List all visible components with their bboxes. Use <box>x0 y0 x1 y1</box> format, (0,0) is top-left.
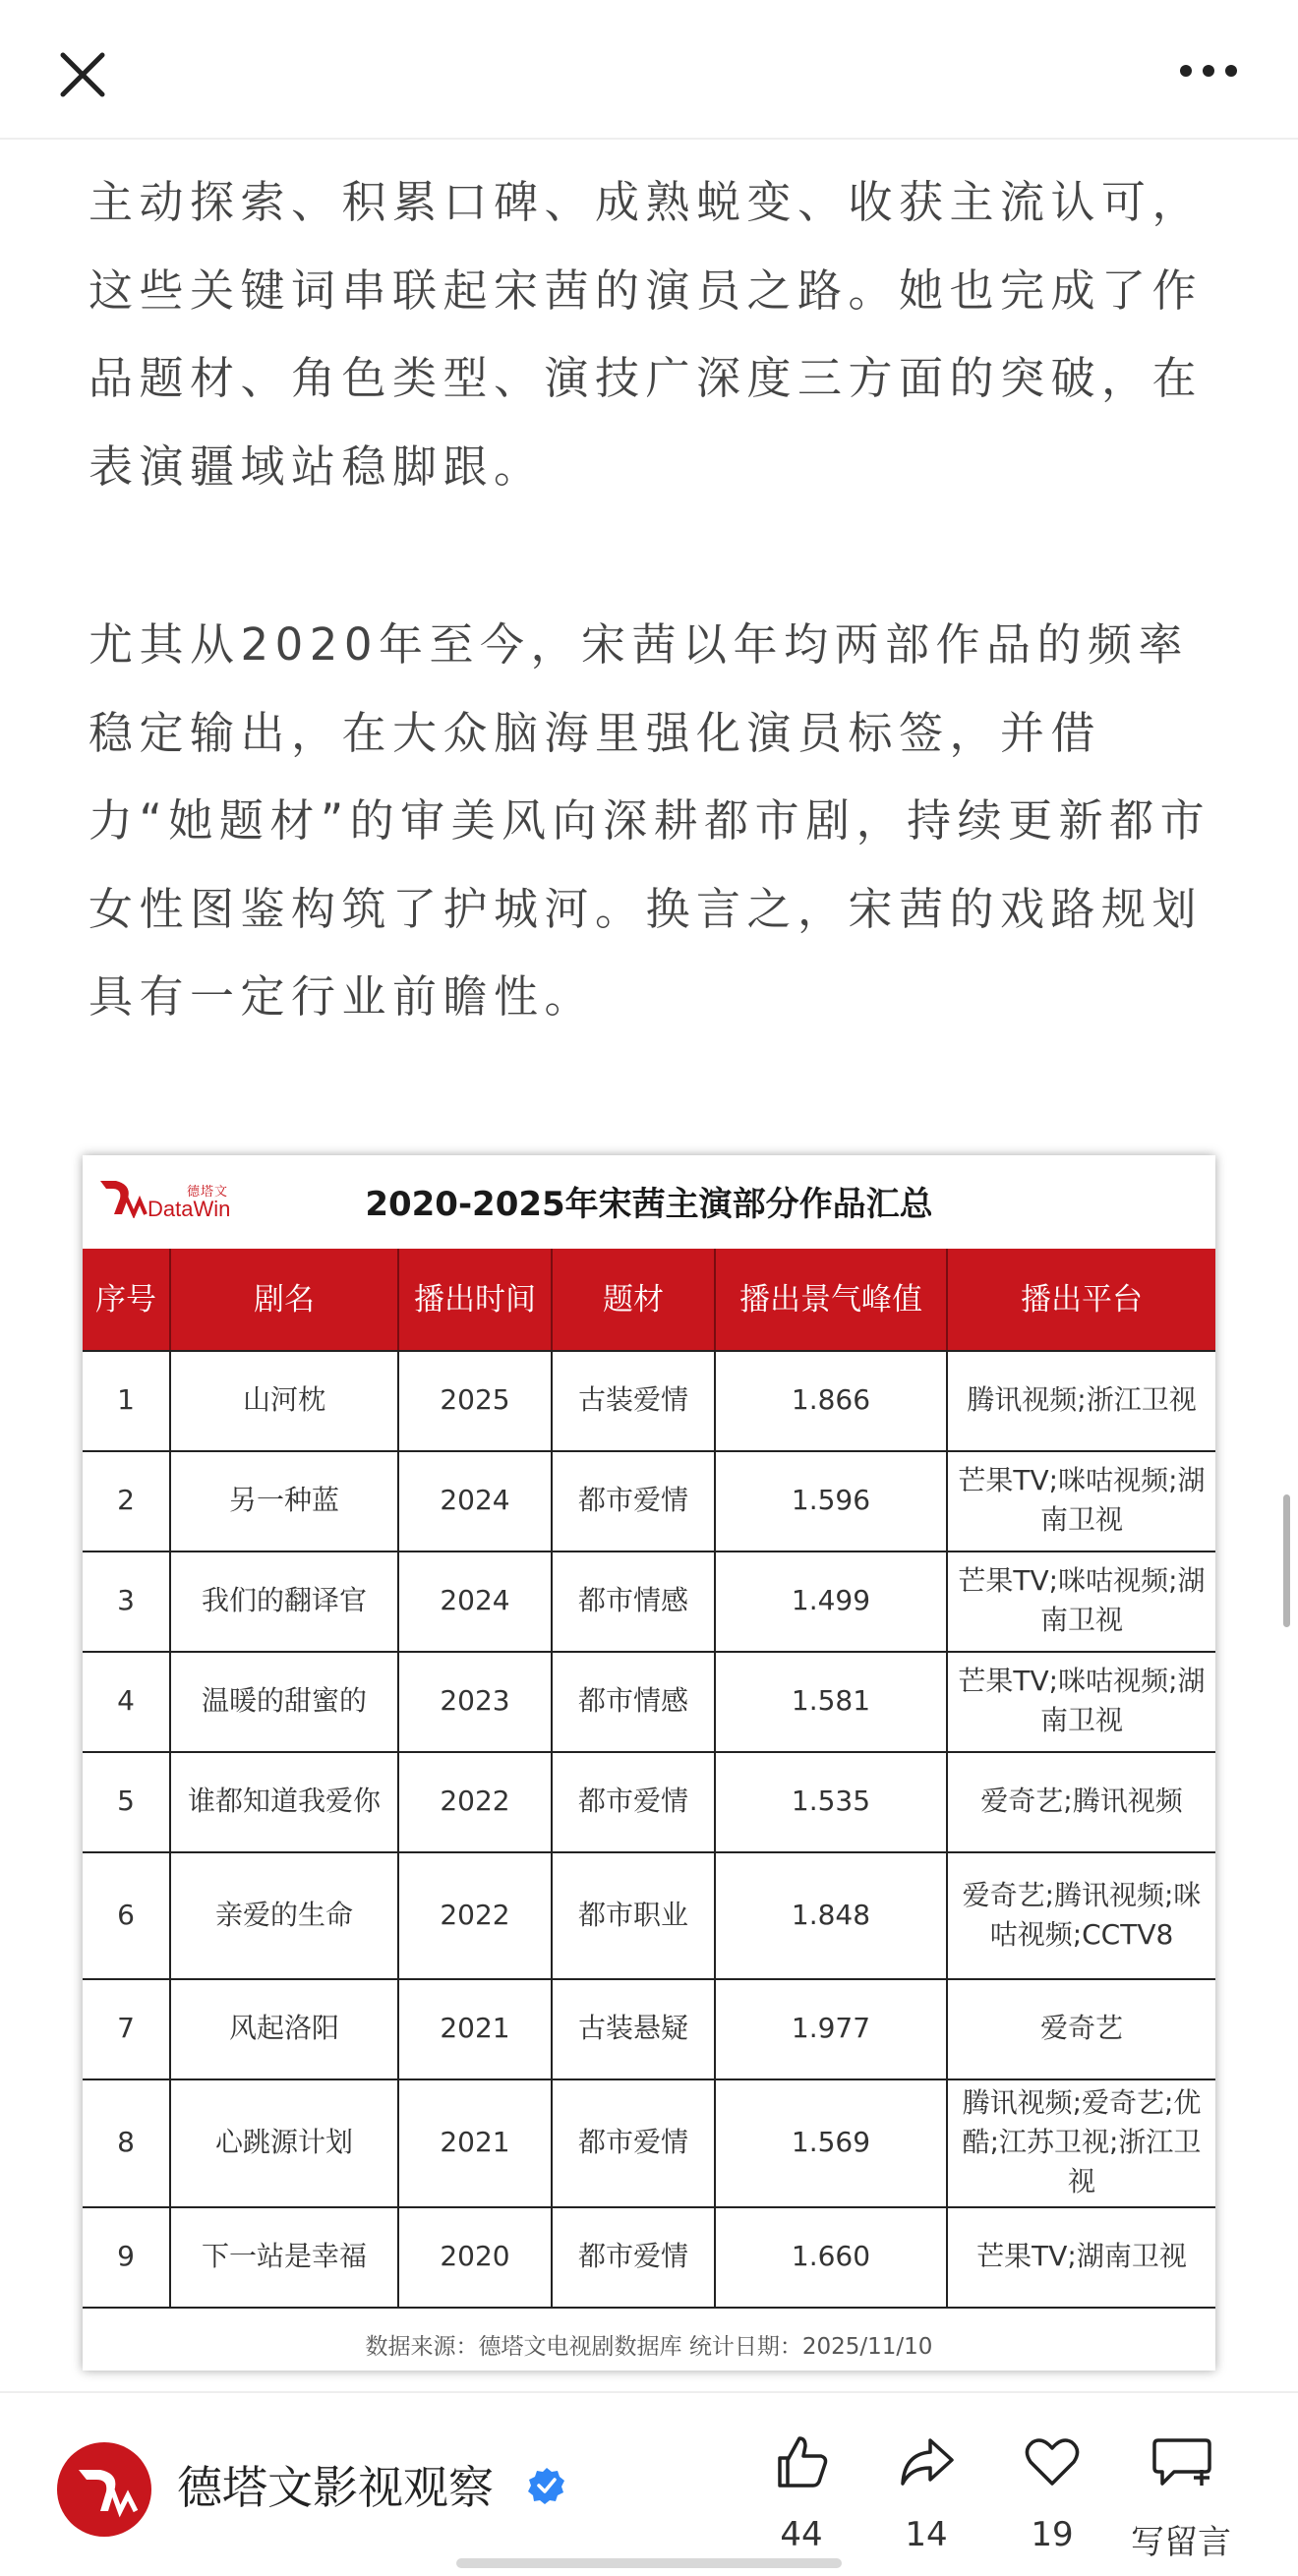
table-cell: 都市爱情 <box>553 1751 716 1851</box>
account-avatar[interactable] <box>57 2442 151 2537</box>
header-cell: 播出时间 <box>399 1249 553 1350</box>
favorite-count: 19 <box>1031 2515 1074 2554</box>
table-cell: 1 <box>83 1350 171 1450</box>
table-row <box>83 1350 1215 1452</box>
header-cell: 播出景气峰值 <box>716 1249 948 1350</box>
table-cell: 古装悬疑 <box>553 1978 716 2078</box>
table-cell: 2020 <box>399 2206 553 2307</box>
table-cell: 1.499 <box>716 1551 948 1651</box>
table-cell: 1.866 <box>716 1350 948 1450</box>
table-row <box>83 2206 1215 2309</box>
table-cell: 8 <box>83 2078 171 2206</box>
table-cell: 都市情感 <box>553 1551 716 1651</box>
table-cell: 我们的翻译官 <box>171 1551 399 1651</box>
table-row <box>83 1978 1215 2080</box>
table-row <box>83 1551 1215 1653</box>
table-cell: 腾讯视频;爱奇艺;优酷;江苏卫视;浙江卫视 <box>962 2086 1202 2197</box>
table-cell: 2 <box>83 1450 171 1551</box>
table-cell: 谁都知道我爱你 <box>171 1751 399 1851</box>
table-header-row <box>83 1249 1215 1352</box>
table-cell: 都市职业 <box>553 1851 716 1978</box>
home-indicator <box>456 2558 842 2568</box>
table-title: 2020-2025年宋茜主演部分作品汇总 <box>365 1185 933 1224</box>
table-cell: 1.660 <box>716 2206 948 2307</box>
table-cell: 2025 <box>399 1350 553 1450</box>
table-cell: 2022 <box>399 1851 553 1978</box>
comment-label: 写留言 <box>1131 2523 1231 2562</box>
logo-cn-text: 德塔文 <box>187 1185 229 1200</box>
table-cell: 下一站是幸福 <box>171 2206 399 2307</box>
table-cell: 都市爱情 <box>553 1450 716 1551</box>
table-cell: 芒果TV;咪咕视频;湖南卫视 <box>958 1665 1206 1736</box>
comment-icon <box>1150 2432 1213 2491</box>
table-cell: 9 <box>83 2206 171 2307</box>
table-cell: 3 <box>83 1551 171 1651</box>
table-cell: 6 <box>83 1851 171 1978</box>
like-button[interactable] <box>742 2432 860 2560</box>
bottom-bar <box>0 2391 1298 2576</box>
like-count: 44 <box>780 2515 823 2554</box>
more-button[interactable] <box>1174 51 1243 90</box>
table-row <box>83 1851 1215 1980</box>
table-cell: 心跳源计划 <box>171 2078 399 2206</box>
close-button[interactable] <box>51 43 114 106</box>
table-cell: 1.535 <box>716 1751 948 1851</box>
table-cell: 1.569 <box>716 2078 948 2206</box>
table-cell: 2024 <box>399 1450 553 1551</box>
article-paragraph: 主动探索、积累口碑、成熟蜕变、收获主流认可，这些关键词串联起宋茜的演员之路。她也完成了作品题材、角色类型、演技广深度三方面的突破，在表演疆域站稳脚跟。 <box>88 176 1204 493</box>
table-cell: 另一种蓝 <box>171 1450 399 1551</box>
table-cell: 腾讯视频;浙江卫视 <box>967 1383 1197 1416</box>
comment-button[interactable] <box>1121 2432 1239 2560</box>
table-cell: 都市爱情 <box>553 2206 716 2307</box>
table-cell: 4 <box>83 1651 171 1751</box>
table-cell: 爱奇艺;腾讯视频 <box>980 1785 1183 1817</box>
close-icon <box>51 43 114 106</box>
more-icon <box>1174 51 1243 90</box>
table-row <box>83 2078 1215 2208</box>
table-row <box>83 1450 1215 1552</box>
logo-en-text: DataWin <box>148 1197 231 1221</box>
datawin-logo-icon <box>57 2442 151 2537</box>
table-cell: 芒果TV;湖南卫视 <box>976 2240 1187 2272</box>
table-cell: 2021 <box>399 2078 553 2206</box>
table-cell: 1.596 <box>716 1450 948 1551</box>
table-cell: 都市爱情 <box>553 2078 716 2206</box>
share-icon <box>897 2432 956 2491</box>
table-cell: 5 <box>83 1751 171 1851</box>
verified-badge-icon <box>527 2466 566 2505</box>
thumbs-up-icon <box>772 2432 831 2491</box>
table-cell: 亲爱的生命 <box>171 1851 399 1978</box>
table-cell: 7 <box>83 1978 171 2078</box>
table-cell: 温暖的甜蜜的 <box>171 1651 399 1751</box>
header-cell: 题材 <box>553 1249 716 1350</box>
share-count: 14 <box>905 2515 948 2554</box>
header-cell: 序号 <box>83 1249 171 1350</box>
table-cell: 芒果TV;咪咕视频;湖南卫视 <box>958 1564 1206 1636</box>
table-cell: 2022 <box>399 1751 553 1851</box>
table-row <box>83 1751 1215 1853</box>
table-cell: 2021 <box>399 1978 553 2078</box>
favorite-button[interactable] <box>993 2432 1111 2560</box>
account-name[interactable]: 德塔文影视观察 <box>177 2461 494 2514</box>
scrollbar-thumb[interactable] <box>1283 1494 1290 1627</box>
table-cell: 2024 <box>399 1551 553 1651</box>
table-cell: 芒果TV;咪咕视频;湖南卫视 <box>958 1464 1206 1536</box>
heart-icon <box>1023 2432 1082 2491</box>
table-cell: 爱奇艺;腾讯视频;咪咕视频;CCTV8 <box>962 1878 1202 1951</box>
table-cell: 2023 <box>399 1651 553 1751</box>
table-cell: 风起洛阳 <box>171 1978 399 2078</box>
table-cell: 都市情感 <box>553 1651 716 1751</box>
share-button[interactable] <box>867 2432 985 2560</box>
table-source-note: 数据来源：德塔文电视剧数据库 统计日期：2025/11/10 <box>365 2334 933 2360</box>
works-table-image[interactable] <box>83 1155 1215 2371</box>
table-row <box>83 1651 1215 1753</box>
table-cell: 1.848 <box>716 1851 948 1978</box>
header-cell: 剧名 <box>171 1249 399 1350</box>
article-paragraph: 尤其从2020年至今，宋茜以年均两部作品的频率稳定输出，在大众脑海里强化演员标签，并借力“她题材”的审美风向深耕都市剧，持续更新都市女性图鉴构筑了护城河。换言之，宋茜的戏路规划具有一定行业前瞻性。 <box>88 618 1211 1023</box>
table-cell: 1.581 <box>716 1651 948 1751</box>
header-cell: 播出平台 <box>1021 1281 1143 1317</box>
table-cell: 古装爱情 <box>553 1350 716 1450</box>
table-cell: 爱奇艺 <box>1039 2012 1123 2044</box>
table-cell: 山河枕 <box>171 1350 399 1450</box>
top-bar <box>0 0 1298 140</box>
table-cell: 1.977 <box>716 1978 948 2078</box>
